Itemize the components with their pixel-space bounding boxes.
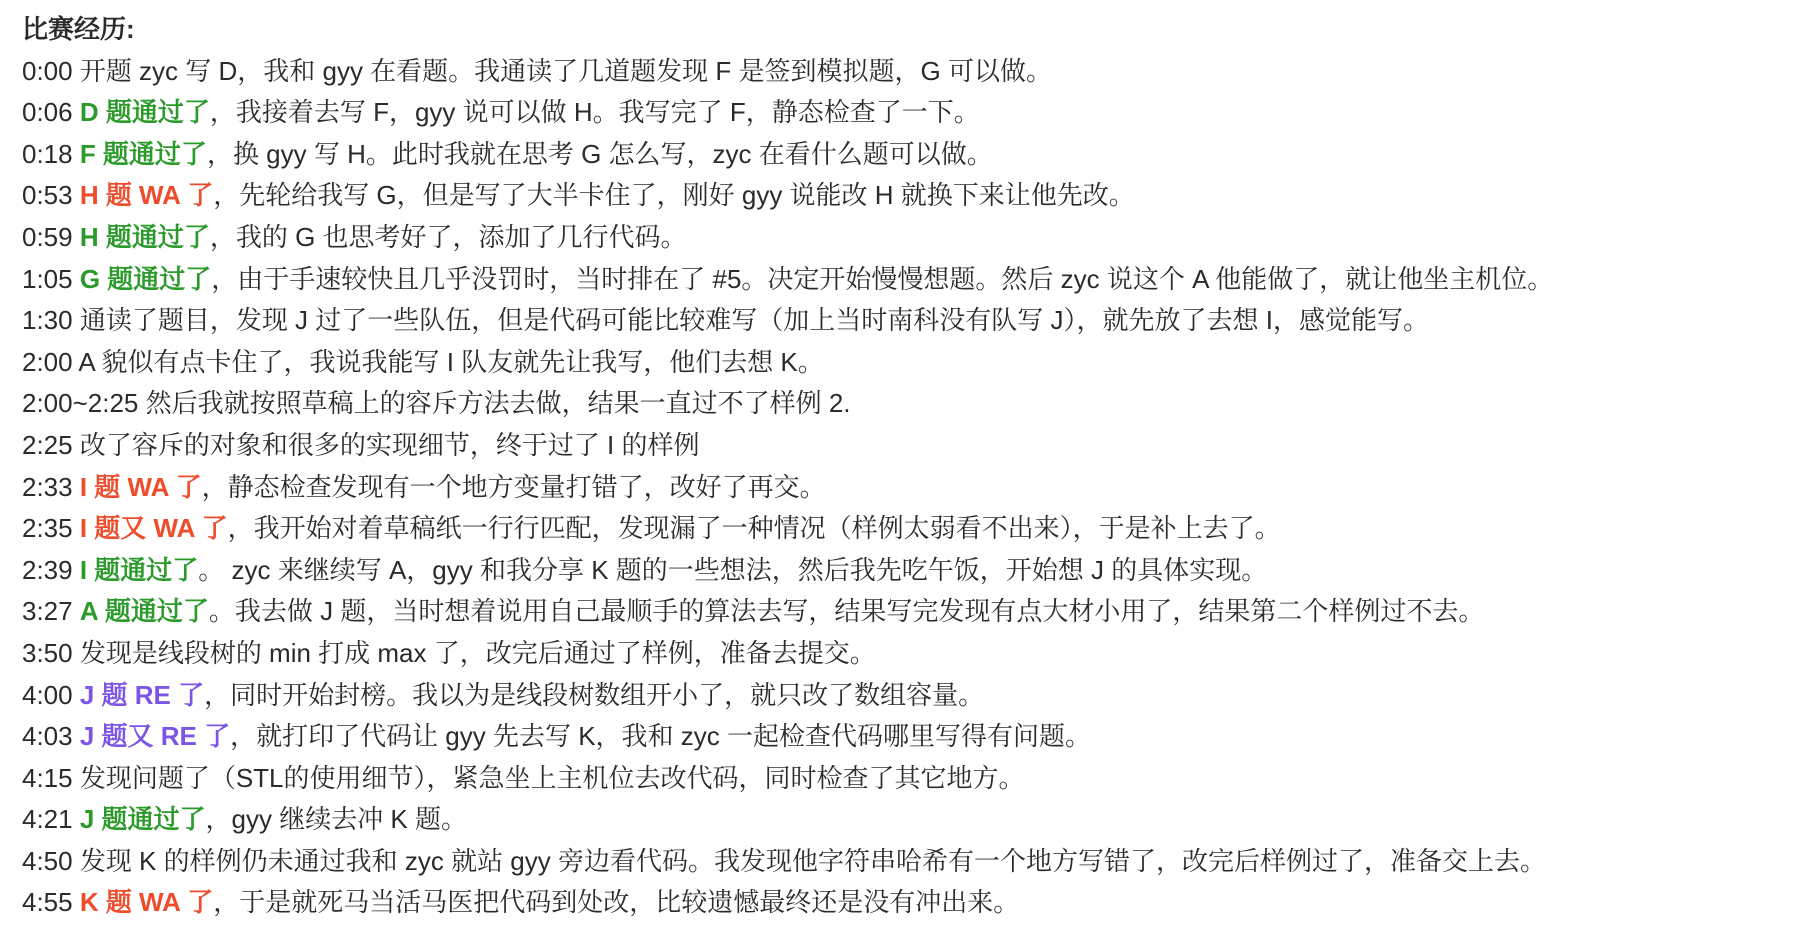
entry-text: ，同时开始封榜。我以为是线段树数组开小了，就只改了数组容量。 bbox=[204, 679, 985, 710]
status-re: J 题又 RE 了 bbox=[79, 721, 231, 752]
timeline-entry bbox=[22, 383, 1796, 425]
entry-text: 发现问题了（STL的使用细节），紧急坐上主机位去改代码，同时检查了其它地方。 bbox=[79, 762, 1025, 793]
entry-text: ，我开始对着草稿纸一行行匹配，发现漏了一种情况（样例太弱看不出来），于是补上去了。 bbox=[227, 513, 1281, 544]
status-wa: K 题 WA 了 bbox=[79, 887, 214, 918]
timestamp: 2:00 bbox=[22, 346, 79, 377]
entry-text: ，于是就死马当活马医把代码到处改，比较遗憾最终还是没有冲出来。 bbox=[213, 887, 1020, 918]
timestamp: 0:53 bbox=[22, 180, 80, 211]
contest-report-document bbox=[22, 9, 1796, 924]
timeline-entry bbox=[22, 633, 1796, 675]
entry-text: ，静态检查发现有一个地方变量打错了，改好了再交。 bbox=[201, 471, 826, 502]
timeline-entry bbox=[22, 425, 1796, 467]
timestamp: 0:59 bbox=[22, 221, 80, 252]
timestamp: 0:18 bbox=[22, 138, 80, 169]
timeline-entry bbox=[22, 716, 1796, 758]
entry-text: 。我去做 J 题，当时想着说用自己最顺手的算法去写，结果写完发现有点大材小用了，结果第二个样例过不去。 bbox=[208, 596, 1485, 627]
status-pass: G 题通过了 bbox=[79, 263, 212, 294]
entry-text: ，换 gyy 写 H。此时我就在思考 G 怎么写，zyc 在看什么题可以做。 bbox=[206, 138, 993, 169]
timestamp: 2:00~2:25 bbox=[22, 388, 146, 419]
timestamp: 3:27 bbox=[22, 596, 80, 627]
timeline-entry bbox=[22, 591, 1796, 633]
entry-text: 。 zyc 来继续写 A，gyy 和我分享 K 题的一些想法，然后我先吃午饭，开始想 J 的具体实现。 bbox=[198, 554, 1268, 585]
entry-text: ，gyy 继续去冲 K 题。 bbox=[205, 804, 467, 835]
status-pass: D 题通过了 bbox=[79, 97, 210, 128]
timeline-entry bbox=[22, 675, 1796, 717]
entry-text: ，由于手速较快且几乎没罚时，当时排在了 #5。决定开始慢慢想题。然后 zyc 说这个 A 他能做了，就让他坐主机位。 bbox=[211, 263, 1554, 294]
timeline-entry bbox=[22, 799, 1796, 841]
status-pass: F 题通过了 bbox=[79, 138, 207, 169]
timeline-entry bbox=[22, 92, 1796, 134]
timestamp: 4:03 bbox=[22, 721, 80, 752]
timestamp: 4:00 bbox=[22, 679, 80, 710]
timestamp: 0:00 bbox=[22, 55, 80, 86]
timeline-entry bbox=[22, 259, 1796, 301]
status-wa: I 题又 WA 了 bbox=[79, 513, 228, 544]
entry-text: 然后我就按照草稿上的容斥方法去做，结果一直过不了样例 2. bbox=[145, 388, 851, 419]
timestamp: 4:15 bbox=[22, 762, 80, 793]
timeline-entry bbox=[22, 467, 1796, 509]
timeline-entry bbox=[22, 217, 1796, 259]
timeline-entry bbox=[22, 841, 1796, 883]
status-wa: I 题 WA 了 bbox=[79, 471, 202, 502]
timestamp: 3:50 bbox=[22, 637, 80, 668]
entry-text: ，先轮给我写 G，但是写了大半卡住了，刚好 gyy 说能改 H 就换下来让他先改。 bbox=[213, 180, 1135, 211]
timeline-entry bbox=[22, 342, 1796, 384]
timestamp: 0:06 bbox=[22, 97, 80, 128]
timestamp: 1:05 bbox=[22, 263, 80, 294]
entry-text: A 貌似有点卡住了，我说我能写 I 队友就先让我写，他们去想 K。 bbox=[78, 346, 824, 377]
status-re: J 题 RE 了 bbox=[79, 679, 205, 710]
timeline-entry bbox=[22, 550, 1796, 592]
entry-text: 改了容斥的对象和很多的实现细节，终于过了 I 的样例 bbox=[79, 429, 700, 460]
status-pass: H 题通过了 bbox=[79, 221, 210, 252]
entry-text: 发现 K 的样例仍未通过我和 zyc 就站 gyy 旁边看代码。我发现他字符串哈希有一个地方写错了，改完后样例过了，准备交上去。 bbox=[79, 845, 1546, 876]
timeline-entry bbox=[22, 51, 1796, 93]
timeline-entry bbox=[22, 300, 1796, 342]
entry-text: ，我的 G 也思考好了，添加了几行代码。 bbox=[209, 221, 687, 252]
timestamp: 1:30 bbox=[22, 305, 80, 336]
timeline-entry bbox=[22, 134, 1796, 176]
entry-text: ，我接着去写 F，gyy 说可以做 H。我写完了 F，静态检查了一下。 bbox=[209, 97, 980, 128]
timeline-entry bbox=[22, 508, 1796, 550]
timeline-entry bbox=[22, 882, 1796, 924]
timestamp: 2:33 bbox=[22, 471, 80, 502]
timeline bbox=[22, 51, 1796, 924]
entry-text: 发现是线段树的 min 打成 max 了，改完后通过了样例，准备去提交。 bbox=[79, 637, 876, 668]
entry-text: 开题 zyc 写 D，我和 gyy 在看题。我通读了几道题发现 F 是签到模拟题，G 可以做。 bbox=[79, 55, 1052, 86]
timestamp: 2:35 bbox=[22, 513, 80, 544]
timeline-entry bbox=[22, 758, 1796, 800]
status-pass: J 题通过了 bbox=[79, 804, 206, 835]
timestamp: 4:55 bbox=[22, 887, 80, 918]
status-pass: I 题通过了 bbox=[79, 554, 199, 585]
status-pass: A 题通过了 bbox=[79, 596, 209, 627]
status-wa: H 题 WA 了 bbox=[79, 180, 214, 211]
timeline-entry bbox=[22, 175, 1796, 217]
page-title: 比赛经历: bbox=[22, 14, 135, 44]
timestamp: 2:25 bbox=[22, 429, 80, 460]
timestamp: 2:39 bbox=[22, 554, 80, 585]
entry-text: ，就打印了代码让 gyy 先去写 K，我和 zyc 一起检查代码哪里写得有问题。 bbox=[230, 721, 1091, 752]
entry-text: 通读了题目，发现 J 过了一些队伍，但是代码可能比较难写（加上当时南科没有队写 J），就先放了去想 I，感觉能写。 bbox=[79, 305, 1429, 336]
timestamp: 4:50 bbox=[22, 845, 80, 876]
timestamp: 4:21 bbox=[22, 804, 80, 835]
